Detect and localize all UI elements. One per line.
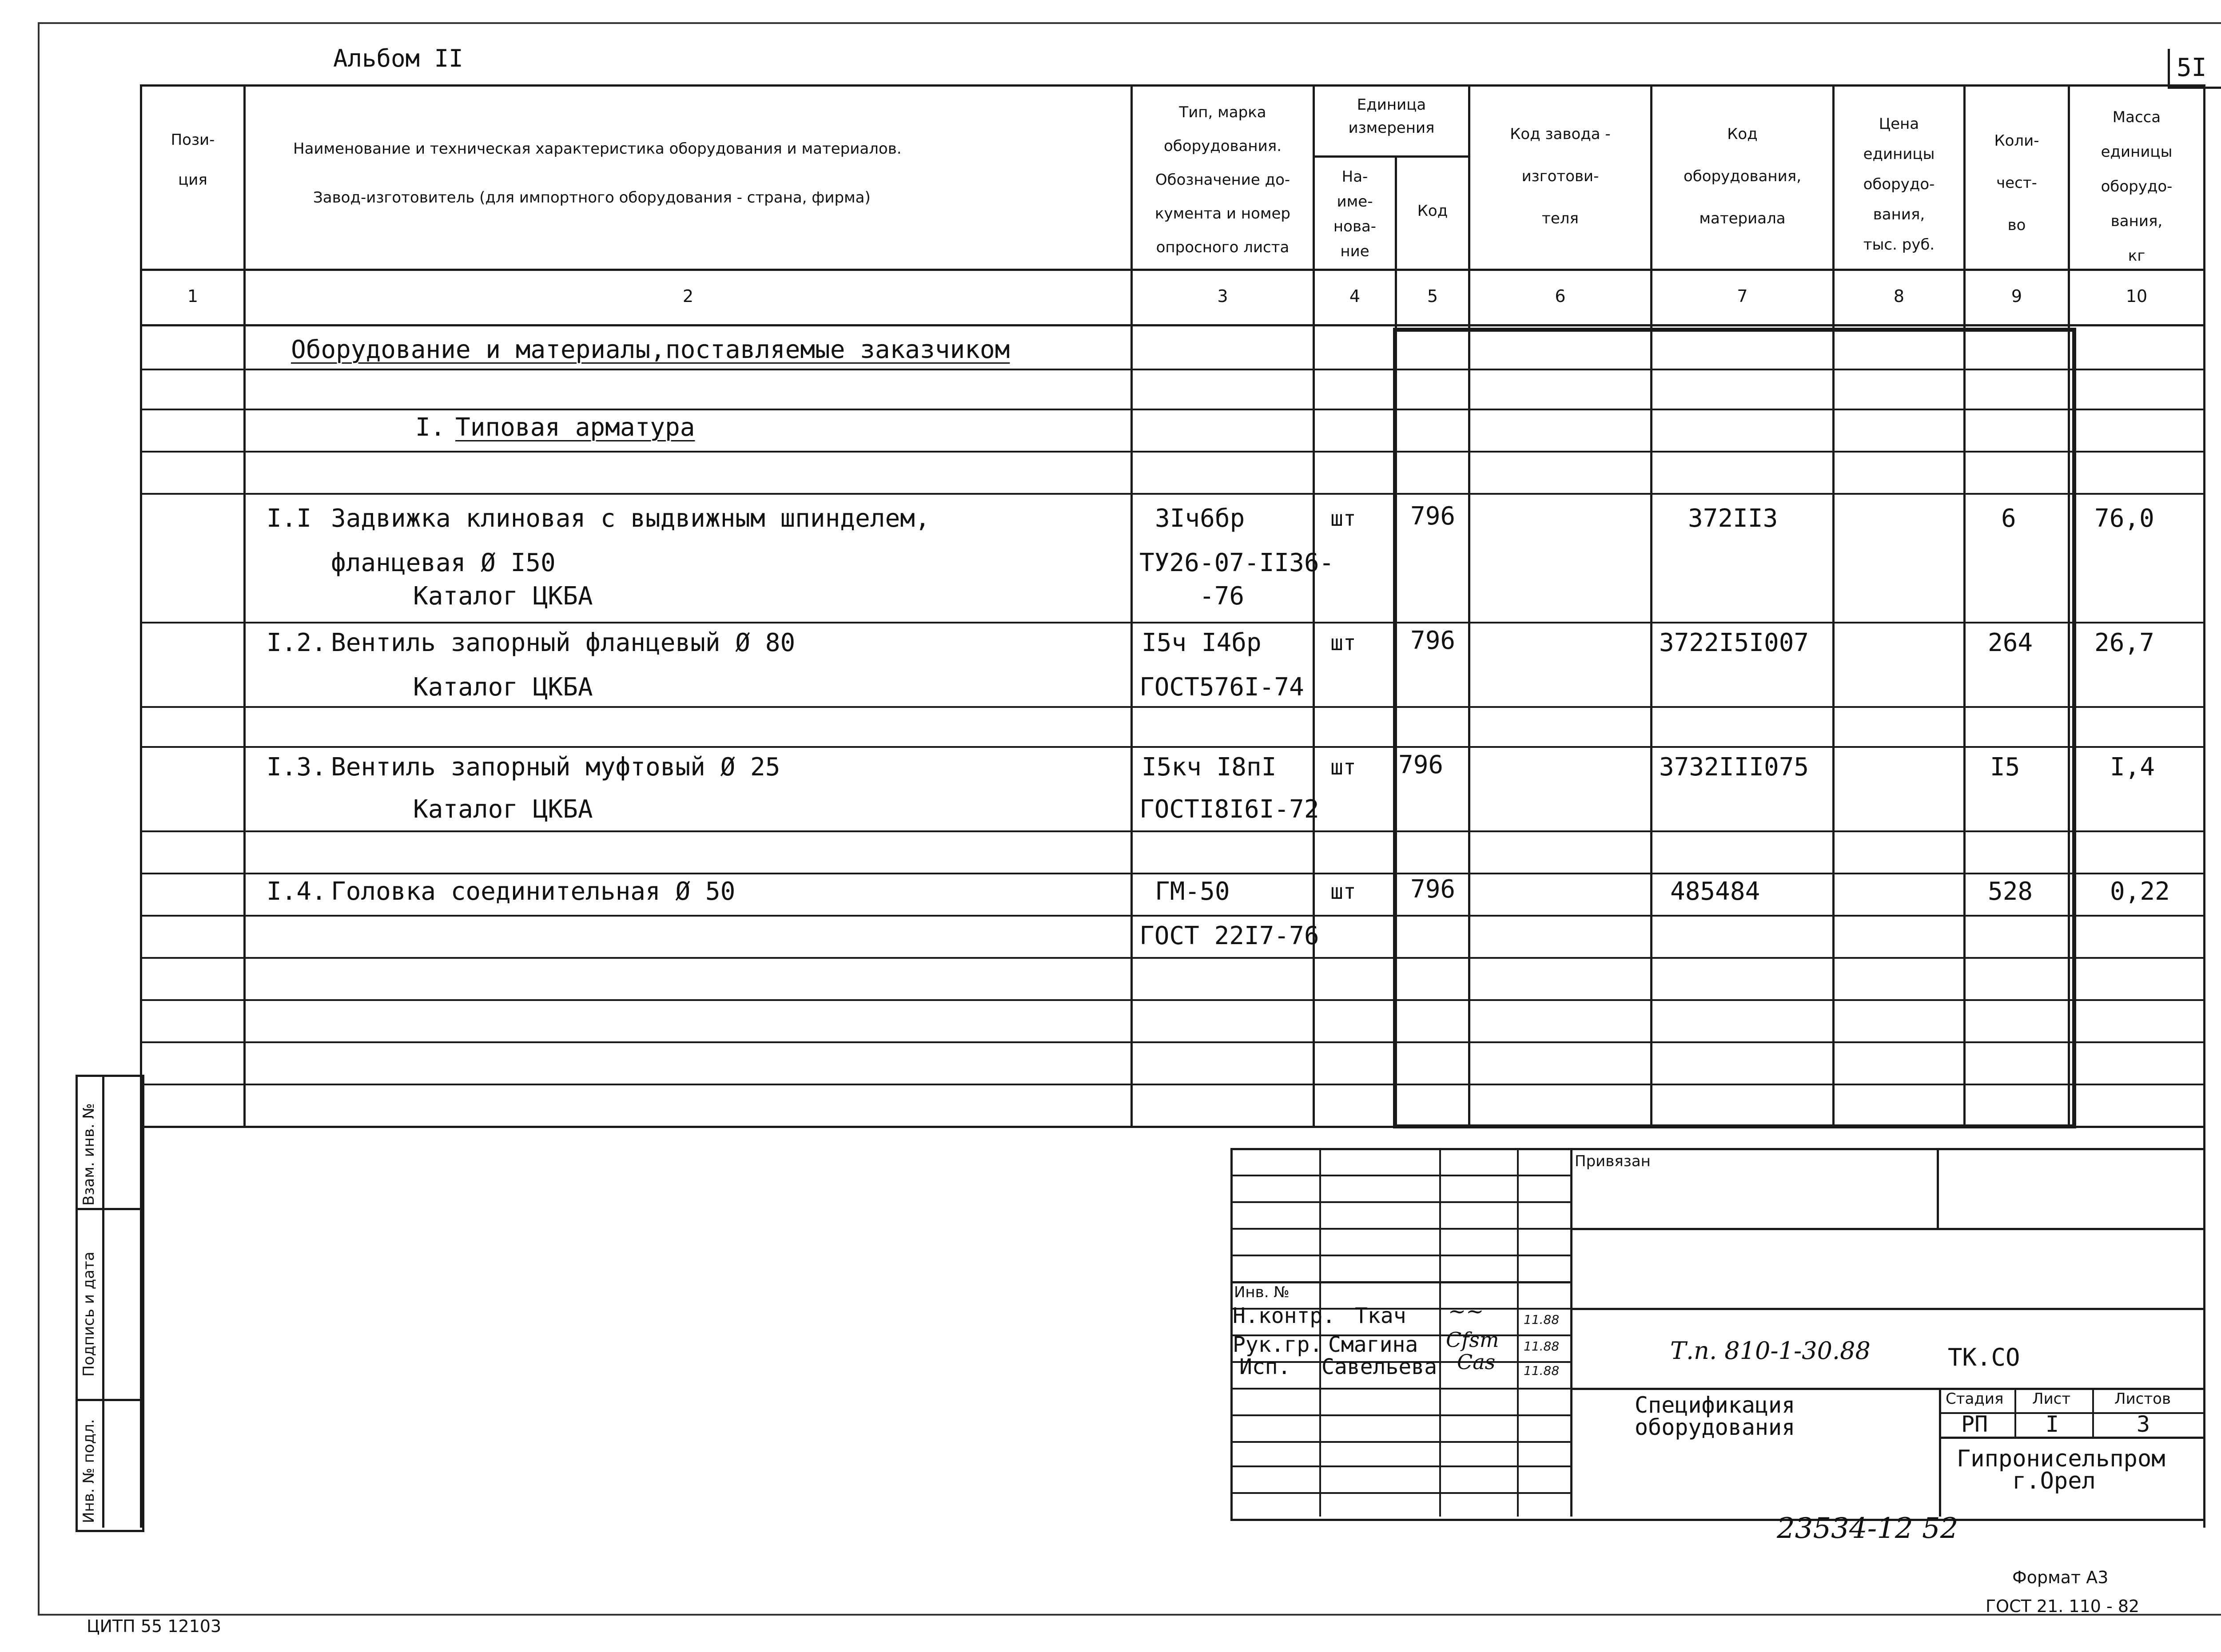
tb-role: Рук.гр.	[1233, 1332, 1323, 1357]
header-name-line1: Наименование и техническая характеристика оборудования и материалов.	[293, 140, 902, 158]
album-label: Альбом II	[333, 44, 463, 72]
header-position	[142, 120, 243, 200]
tb-privyazan: Привязан	[1575, 1152, 1651, 1170]
item-position: I.4.	[267, 877, 326, 906]
column-number-4: 4	[1349, 286, 1361, 306]
item-type: ГМ-50	[1155, 877, 1230, 906]
header-quantity-l2: чест-	[1996, 174, 2037, 192]
header-mass	[2070, 100, 2203, 273]
column-number-10: 10	[2125, 286, 2148, 306]
tb-role: Н.контр.	[1233, 1303, 1336, 1328]
header-unit-name-l4: ние	[1340, 242, 1369, 260]
tb-sheet: I	[2046, 1411, 2059, 1437]
item-mass: 0,22	[2110, 877, 2170, 906]
header-plant-code-l1: Код завода -	[1510, 125, 1611, 143]
tb-line	[1517, 1148, 1519, 1517]
item-type: ТУ26-07-II36-	[1139, 548, 1334, 577]
tb-project-number: Т.п. 810-1-30.88	[1670, 1337, 1871, 1365]
tb-date: 11.88	[1524, 1339, 1560, 1354]
header-price-l3: оборудо-	[1863, 175, 1935, 193]
tb-line	[1570, 1228, 2203, 1230]
tb-inv-no: Инв. №	[1234, 1283, 1290, 1301]
tb-signature: Саs	[1457, 1350, 1496, 1374]
item-quantity: 528	[1988, 877, 2033, 906]
header-mass-l1: Масса	[2112, 108, 2161, 126]
tb-person: Савельева	[1321, 1354, 1437, 1379]
tb-line	[1230, 1465, 1570, 1467]
tb-date: 11.88	[1524, 1363, 1560, 1378]
item-name: Вентиль запорный муфтовый Ø 25	[331, 753, 780, 782]
print-mark: ЦИТП 55 12103	[87, 1616, 222, 1636]
sheet-number: 5I	[2177, 53, 2207, 82]
item-name: Задвижка клиновая с выдвижным шпинделем,	[331, 504, 930, 533]
tb-line	[1570, 1148, 1572, 1517]
item-material-code: 372II3	[1688, 504, 1778, 533]
header-material-code-l1: Код	[1727, 125, 1758, 143]
header-name-line2: Завод-изготовитель (для импортного оборудования - страна, фирма)	[313, 189, 871, 206]
tb-date: 11.88	[1524, 1312, 1560, 1327]
header-unit-name	[1315, 164, 1395, 264]
item-material-code: 485484	[1670, 877, 1760, 906]
header-price	[1835, 109, 1963, 260]
item-position: I.I	[267, 504, 312, 533]
side-stamp-line	[76, 1208, 140, 1210]
tb-role: Исп.	[1239, 1354, 1291, 1379]
item-quantity: 264	[1988, 628, 2033, 657]
tb-line	[1230, 1201, 1570, 1203]
header-plant-code	[1470, 113, 1650, 240]
header-type-l2: оборудования.	[1163, 137, 1282, 155]
unit-split-line	[1313, 155, 1468, 158]
column-number-9: 9	[2011, 286, 2022, 306]
header-quantity	[1966, 120, 2068, 246]
item-type: ГОСТ576I-74	[1139, 673, 1304, 702]
column-number-5: 5	[1427, 286, 1438, 306]
item-name: Головка соединительная Ø 50	[331, 877, 736, 906]
item-position: I.2.	[267, 628, 326, 657]
header-unit	[1315, 93, 1468, 139]
tb-line	[1230, 1492, 1570, 1494]
column-number-7: 7	[1737, 286, 1748, 306]
tb-sheets-label: Листов	[2114, 1390, 2171, 1408]
column-number-1: 1	[187, 286, 199, 306]
header-plant-code-l2: изготови-	[1521, 167, 1599, 185]
item-type: I5кч I8пI	[1142, 753, 1277, 782]
header-type-l1: Тип, марка	[1179, 103, 1266, 121]
gost-label: ГОСТ 21. 110 - 82	[1986, 1596, 2140, 1616]
tb-stage: РП	[1961, 1411, 1988, 1437]
tb-organization: Гипронисельпром	[1957, 1446, 2165, 1472]
header-bottom-line	[140, 269, 2205, 271]
column-number-3: 3	[1217, 286, 1228, 306]
item-position: I.3.	[267, 753, 326, 782]
item-mass: 76,0	[2094, 504, 2154, 533]
colnum-bottom-line	[140, 324, 2205, 326]
item-unit: шт	[1330, 631, 1356, 655]
header-type-l3: Обозначение до-	[1155, 171, 1290, 189]
header-material-code	[1652, 113, 1832, 240]
tb-line	[1230, 1255, 1570, 1256]
item-name: Вентиль запорный фланцевый Ø 80	[331, 628, 796, 657]
item-unit: шт	[1330, 755, 1356, 780]
subsection-number: I.	[415, 413, 446, 442]
side-stamp-original-inv: Инв. № подл.	[80, 1419, 98, 1523]
tb-sheets: 3	[2137, 1411, 2150, 1437]
tb-line	[1230, 1175, 1570, 1176]
tb-sheet-label: Лист	[2032, 1390, 2071, 1408]
tb-city: г.Орел	[2012, 1468, 2096, 1494]
header-price-l5: тыс. руб.	[1863, 236, 1935, 254]
tb-doc-code: ТК.СО	[1948, 1343, 2020, 1371]
tb-line	[1939, 1388, 1941, 1517]
tb-line	[2092, 1388, 2094, 1437]
header-unit-l1: Единица	[1357, 96, 1426, 114]
tb-line	[1230, 1388, 1570, 1390]
tb-person: Смагина	[1328, 1332, 1418, 1357]
tb-line	[1570, 1388, 2203, 1390]
format-label: Формат А3	[2012, 1568, 2109, 1587]
side-stamp-replace-inv: Взам. инв. №	[80, 1103, 98, 1206]
tb-doc-title-2: оборудования	[1635, 1414, 1795, 1440]
header-material-code-l2: оборудования,	[1683, 167, 1802, 185]
tb-signature: Сfsm	[1446, 1328, 1499, 1352]
side-stamp-line	[76, 1399, 140, 1401]
header-plant-code-l3: теля	[1542, 210, 1579, 227]
header-unit-name-l2: име-	[1337, 193, 1373, 210]
header-quantity-l3: во	[2007, 216, 2026, 234]
header-type-l4: кумента и номер	[1155, 205, 1290, 222]
header-unit-l2: измерения	[1348, 119, 1435, 137]
side-stamp-divider	[102, 1075, 104, 1528]
item-unit-code: 796	[1410, 502, 1456, 531]
item-name: Каталог ЦКБА	[413, 795, 593, 824]
table-top-line	[140, 84, 2205, 87]
header-price-l1: Цена	[1879, 115, 1919, 133]
header-position-l2: ция	[178, 171, 207, 189]
section-title: Оборудование и материалы,поставляемые заказчиком	[291, 335, 1010, 364]
item-unit: шт	[1330, 879, 1356, 904]
item-quantity: 6	[2001, 504, 2016, 533]
item-name: фланцевая Ø I50	[331, 548, 556, 577]
tb-line	[1570, 1308, 2203, 1310]
item-unit-code: 796	[1398, 751, 1444, 779]
header-unit-name-l3: нова-	[1333, 218, 1377, 235]
item-type: -76	[1199, 582, 1245, 611]
tb-line	[1230, 1414, 1570, 1416]
item-mass: I,4	[2110, 753, 2155, 782]
side-stamp-signature-date: Подпись и дата	[80, 1251, 98, 1377]
column-number-6: 6	[1555, 286, 1566, 306]
header-position-l1: Пози-	[171, 131, 215, 149]
item-type: I5ч I4бр	[1142, 628, 1262, 657]
item-name: Каталог ЦКБА	[413, 673, 593, 702]
archive-number: 23534-12 52	[1777, 1512, 1958, 1545]
subsection-title: Типовая арматура	[455, 413, 695, 442]
header-mass-l2: единицы	[2101, 143, 2173, 161]
header-quantity-l1: Коли-	[1994, 132, 2039, 150]
item-unit-code: 796	[1410, 875, 1456, 904]
tb-signature: ~~	[1448, 1299, 1484, 1324]
header-type	[1133, 95, 1313, 264]
item-material-code: 3722I5I007	[1659, 628, 1809, 657]
col-line-1	[243, 84, 246, 1128]
tb-line	[1937, 1148, 1939, 1228]
tb-person: Ткач	[1355, 1303, 1406, 1328]
item-type: ГОСТ 22I7-76	[1139, 921, 1319, 950]
column-number-2: 2	[682, 286, 694, 306]
item-quantity: I5	[1990, 753, 2020, 782]
tb-line	[1439, 1148, 1441, 1517]
item-unit: шт	[1330, 506, 1356, 531]
highlight-box	[1393, 328, 2076, 1128]
header-unit-name-l1: На-	[1341, 168, 1368, 186]
tb-doc-title-1: Спецификация	[1635, 1392, 1795, 1418]
header-price-l4: вания,	[1873, 206, 1925, 223]
item-type: ГОСТI8I6I-72	[1139, 795, 1319, 824]
header-type-l5: опросного листа	[1156, 238, 1290, 256]
header-mass-l5: кг	[2128, 247, 2145, 265]
item-unit-code: 796	[1410, 626, 1456, 655]
tb-line	[2014, 1388, 2016, 1437]
item-material-code: 3732III075	[1659, 753, 1809, 782]
item-name: Каталог ЦКБА	[413, 582, 593, 611]
tb-line	[1230, 1228, 1570, 1230]
item-type: 3Iч6бр	[1155, 504, 1245, 533]
header-unit-code: Код	[1417, 202, 1448, 220]
tb-stage-label: Стадия	[1946, 1390, 2004, 1408]
header-mass-l3: оборудо-	[2101, 178, 2173, 195]
header-material-code-l3: материала	[1699, 210, 1786, 227]
tb-line	[1230, 1441, 1570, 1443]
header-mass-l4: вания,	[2110, 212, 2163, 230]
column-number-8: 8	[1893, 286, 1905, 306]
header-price-l2: единицы	[1863, 145, 1935, 163]
item-mass: 26,7	[2094, 628, 2154, 657]
